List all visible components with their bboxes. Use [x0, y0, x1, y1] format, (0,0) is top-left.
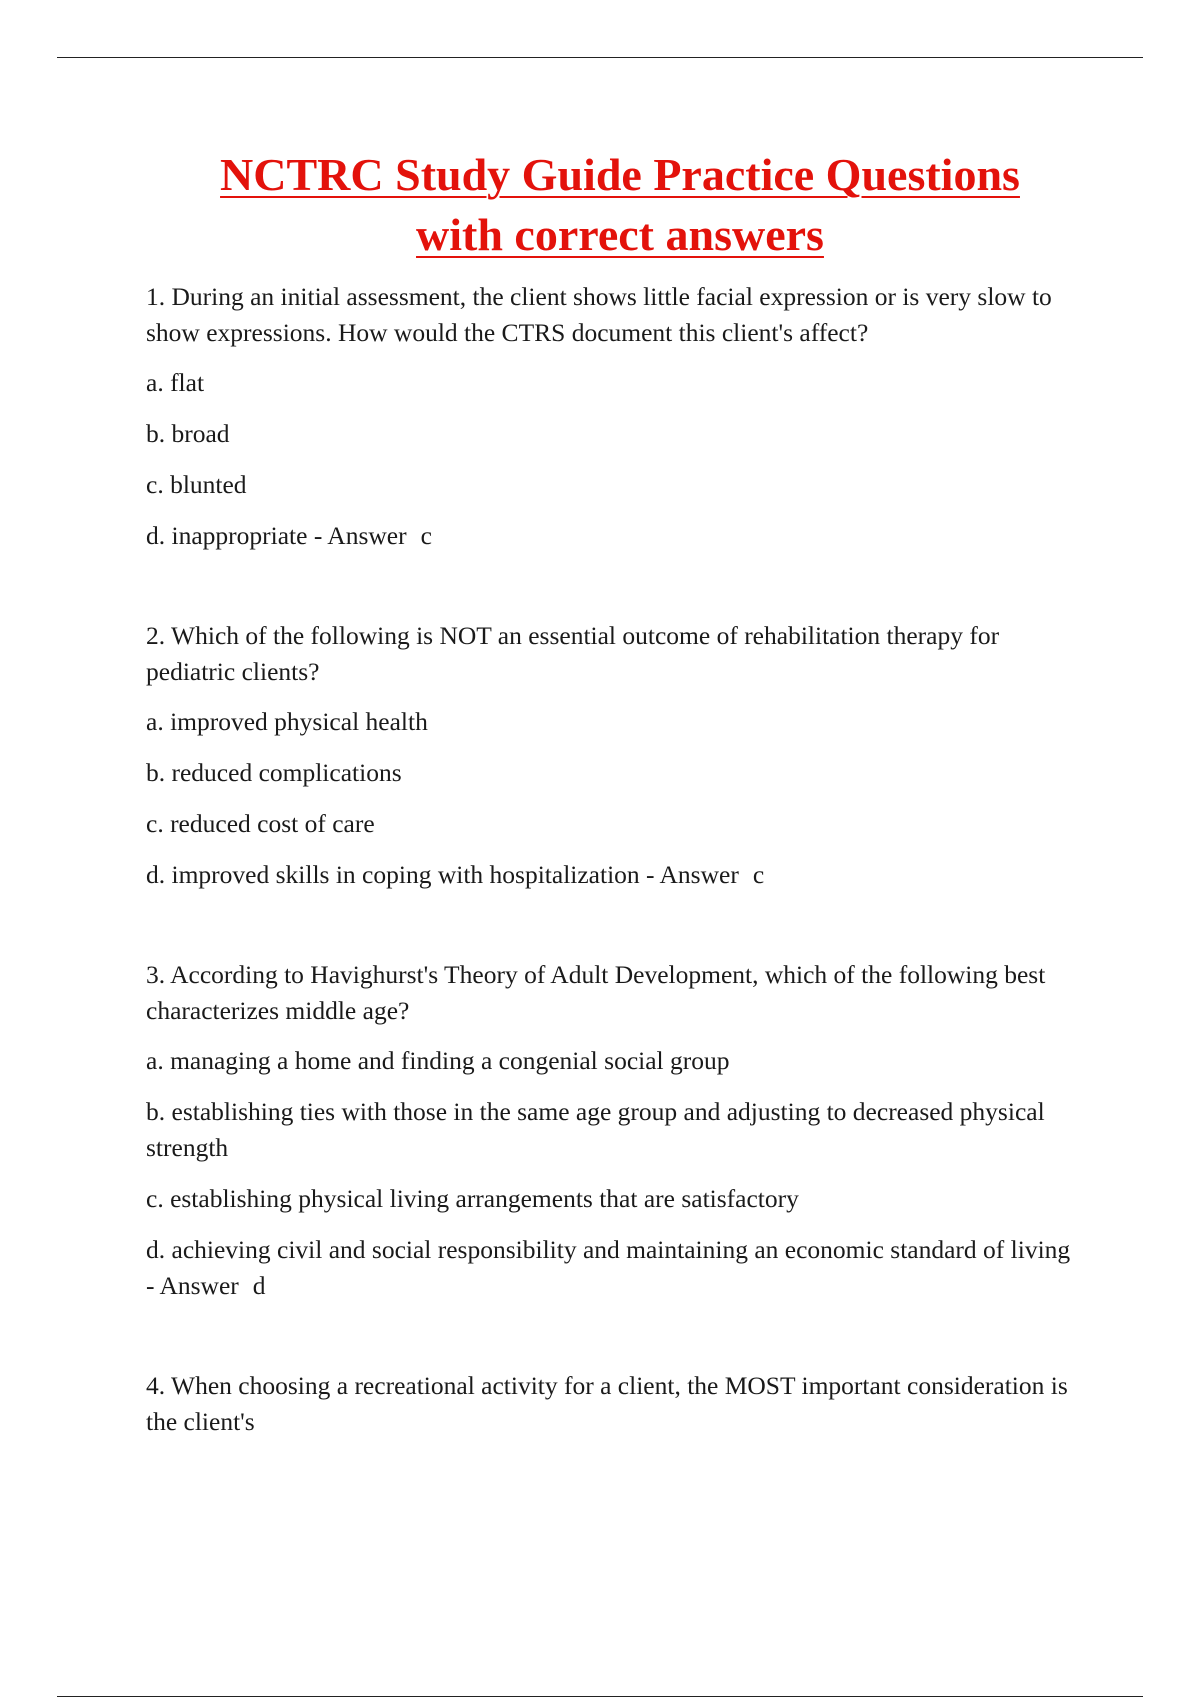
page-title: [0, 145, 1200, 265]
answer-option-with-key: [146, 857, 1076, 893]
question-block-2: [146, 618, 1076, 893]
question-block-1: [146, 279, 1076, 554]
answer-option: b. reduced complications: [146, 758, 402, 787]
title-line-1: NCTRC Study Guide Practice Questions: [220, 149, 1020, 200]
answer-option: b. establishing ties with those in the same age group and adjusting to decreased physical strength: [146, 1097, 1045, 1162]
answer-option: a. flat: [146, 368, 205, 397]
correct-answer: d: [252, 1271, 266, 1300]
question-block-4: [146, 1368, 1076, 1440]
answer-option: c. establishing physical living arrangements that are satisfactory: [146, 1184, 799, 1213]
question-prompt: 1. During an initial assessment, the client shows little facial expression or is very slow to show expressions. How would the CTRS document this client's affect?: [146, 282, 1052, 347]
answer-option: a. managing a home and finding a congenial social group: [146, 1046, 730, 1075]
footer-rule: [57, 1696, 1143, 1697]
correct-answer: c: [752, 860, 765, 889]
answer-option-text: d. improved skills in coping with hospitalization - Answer: [146, 860, 739, 889]
answer-option-text: d. inappropriate - Answer: [146, 521, 407, 550]
question-prompt: 3. According to Havighurst's Theory of Adult Development, which of the following best characterizes middle age?: [146, 960, 1046, 1025]
title-line-2: with correct answers: [416, 209, 824, 260]
header-rule: [57, 57, 1143, 58]
answer-option: c. blunted: [146, 470, 247, 499]
answer-option: b. broad: [146, 419, 230, 448]
correct-answer: c: [420, 521, 432, 550]
answer-option: a. improved physical health: [146, 707, 428, 736]
answer-option-with-key: [146, 1232, 1076, 1304]
answer-option: c. reduced cost of care: [146, 809, 375, 838]
answer-option-with-key: [146, 518, 1076, 554]
question-prompt: 2. Which of the following is NOT an essential outcome of rehabilitation therapy for pediatric clients?: [146, 621, 1000, 686]
answer-option-text: d. achieving civil and social responsibility and maintaining an economic standard of living - Answer: [146, 1235, 1071, 1300]
question-block-3: [146, 957, 1076, 1304]
question-prompt: 4. When choosing a recreational activity for a client, the MOST important consideration is the client's: [146, 1371, 1068, 1436]
question-list: [146, 279, 1076, 1454]
